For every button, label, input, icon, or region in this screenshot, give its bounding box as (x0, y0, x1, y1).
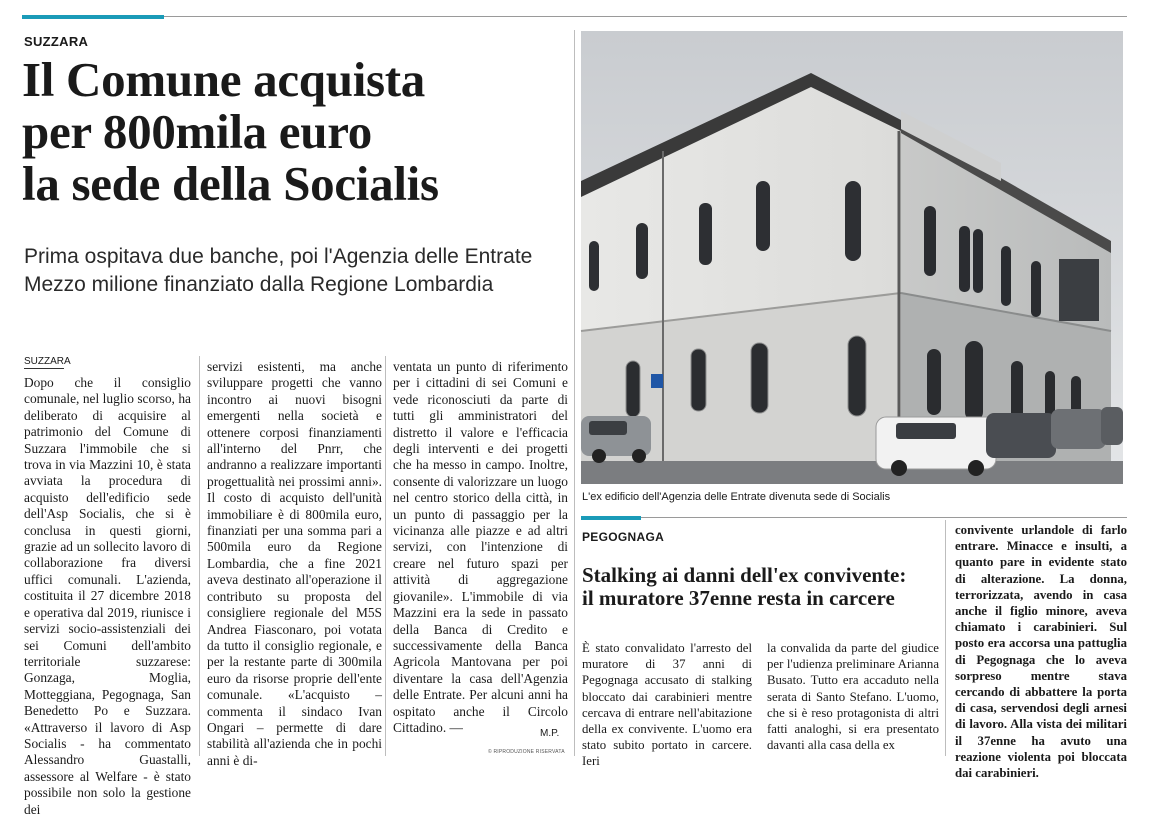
main-headline (22, 54, 582, 210)
subhead-line: Mezzo milione finanziato dalla Regione Lombardia (24, 273, 494, 296)
column-text: È stato convalidato l'arresto del muratore di 37 anni di Pegognaga accusato di stalking bloccato dai carabinieri mentre cercava di entrare nell'abitazione della ex convivente. L'uomo era stato subito portato in carcere. Ieri (582, 641, 752, 769)
headline-line: per 800mila euro (22, 104, 372, 159)
second-column-3 (955, 522, 1127, 781)
column-divider (574, 30, 575, 756)
column-divider (945, 520, 946, 756)
column-text: la convalida da parte del giudice per l'udienza preliminare Arianna Busato. Tutto era accaduto nella serata di Santo Stefano. L'uomo, che si è reso protagonista di altri fatti analoghi, si era presentato davanti alla casa della ex (767, 641, 939, 753)
headline-line: Stalking ai danni dell'ex convivente: (582, 563, 907, 587)
article-rubric: SUZZARA (24, 356, 71, 367)
headline-line: Il Comune acquista (22, 52, 425, 107)
column-divider (385, 356, 386, 756)
section-kicker: SUZZARA (24, 34, 89, 49)
headline-line: la sede della Socialis (22, 156, 439, 211)
section-rule (581, 517, 1127, 518)
subhead-line: Prima ospitava due banche, poi l'Agenzia delle Entrate (24, 245, 533, 268)
main-subhead (24, 243, 584, 299)
column-text: convivente urlandole di farlo entrare. Minacce e insulti, a quanto pare in evidente stato di alterazione. La donna, terrorizzata, avendo in casa anche il figlio minore, aveva chiamato i carabinieri. Sul posto era accorsa una pattuglia di Pegognaga che lo aveva sorpreso mentre stava cercando di abbattere la porta di casa, servendosi degli arnesi di lavoro. Alla vista dei militari il 37enne ha avuto una reazione violenta poi bloccata dai carabinieri. (955, 523, 1127, 781)
section-accent-bar (581, 516, 641, 520)
section-accent-bar (22, 15, 164, 19)
top-rule (22, 16, 1127, 17)
section-kicker: PEGOGNAGA (582, 530, 665, 544)
column-text: servizi esistenti, ma anche sviluppare progetti che vanno incontro ai nuovi bisogni emergenti nella società e ottenere corposi finanziamenti all'interno del Pnrr, che andranno a realizzare importanti progettualità nei prossimi anni». Il costo di acquisto dell'unità immobiliare è di 800mila euro, finanziati per una somma pari a 500mila euro da Regione Lombardia, che a fine 2021 aveva destinato all'operazione il contributo su proposta del consigliere regionale del M5S Andrea Fiasconaro, poi votata da tutto il consiglio regionale, e per la restante parte di 300mila euro da risorse proprie dell'ente comunale. «L'acquisto – commenta il sindaco Ivan Ongari – permette di dare stabilità all'azienda che in pochi anni è di- (207, 359, 382, 768)
building-illustration (581, 31, 1123, 484)
photo-caption: L'ex edificio dell'Agenzia delle Entrate divenuta sede di Socialis (582, 491, 891, 503)
article-column-2 (207, 359, 382, 769)
column-text: ventata un punto di riferimento per i cittadini di sei Comuni e vede riconosciuti da parte di tutti gli amministratori del distretto il valore e l'efficacia degli interventi e dei progetti che ha messo in campo. Inoltre, consente di valorizzare un luogo nel centro storico della città, in un punto di passaggio per la vicinanza alle piazze e ad altri servizi, con l'intenzione di creare nel futuro spazi per attività di aggregazione giovanile». L'immobile di via Mazzini era la sede in passato della Banca di Credito e successivamente della Banca Agricola Mantovana per poi diventare la casa dell'Agenzia delle Entrate. Per alcuni anni ha ospitato anche il Circolo Cittadino. — (393, 359, 568, 735)
column-text: Dopo che il consiglio comunale, nel luglio scorso, ha deliberato di acquisire al patrimonio del Comune di Suzzara l'immobile che si trova in via Mazzini 10, è stata avviata la procedura di acquisto dell'edificio sede dell'Asp Socialis, che si è conclusa in questi giorni, grazie ad un sollecito lavoro di collaborazione fra diversi uffici comunali. L'azienda, costituita il 27 dicembre 2018 e operativa dal 2019, riunisce i servizi socio-assistenziali dei sei Comuni dell'ambito territoriale suzzarese: Gonzaga, Moglia, Motteggiana, Pegognaga, San Benedetto Po e Suzzara. «Attraverso il lavoro di Asp Socialis - ha commentato Alessandro Guastalli, assessore al Welfare - è stato possibile non solo la gestione dei (24, 375, 191, 817)
copyright-notice: © RIPRODUZIONE RISERVATA (488, 749, 565, 755)
second-column-2 (767, 640, 939, 753)
column-divider (199, 356, 200, 756)
second-headline (582, 564, 942, 610)
article-column-3 (393, 359, 568, 736)
building-photo (581, 31, 1123, 484)
second-column-1 (582, 640, 752, 770)
author-signature: M.P. (540, 728, 560, 739)
article-column-1 (24, 375, 191, 818)
headline-line: il muratore 37enne resta in carcere (582, 586, 895, 610)
